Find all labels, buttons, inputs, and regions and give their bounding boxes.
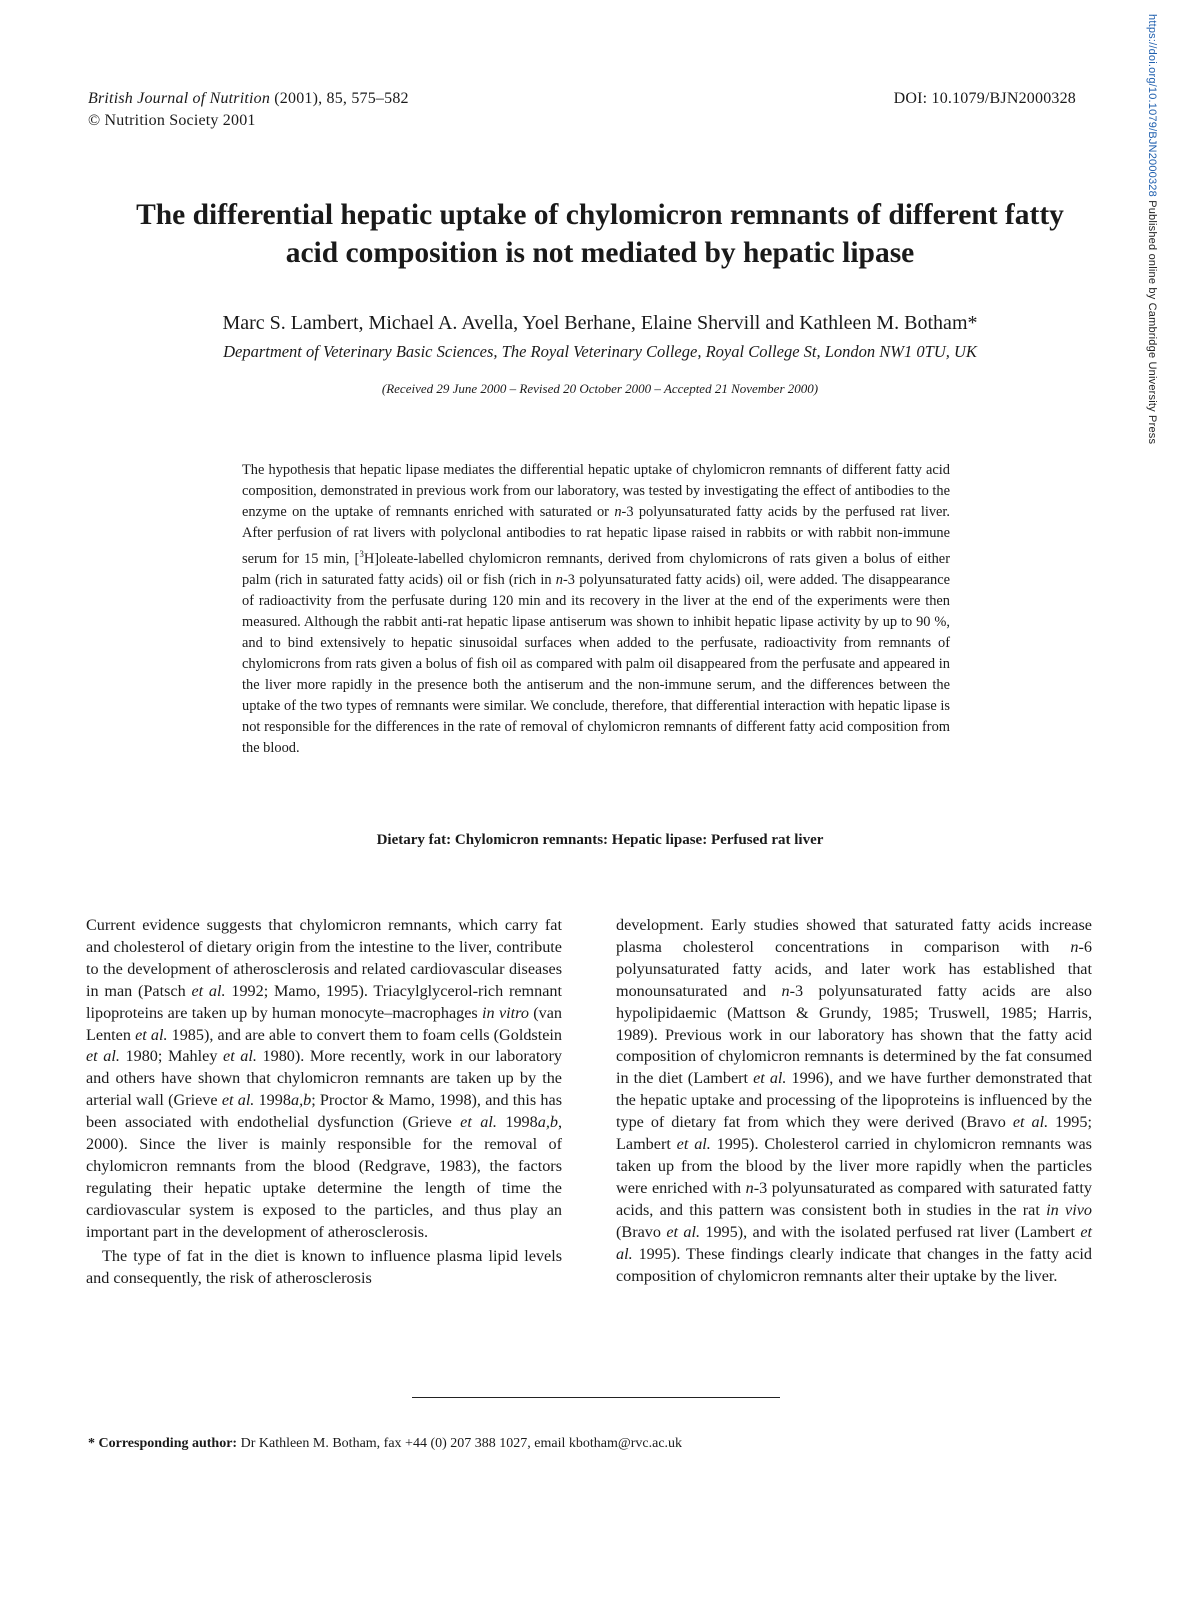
author-list: Marc S. Lambert, Michael A. Avella, Yoel Berhane, Elaine Shervill and Kathleen M. Botham* <box>222 312 978 334</box>
affiliation: Department of Veterinary Basic Sciences, The Royal Veterinary College, Royal College St, London NW1 0TU, UK <box>223 342 977 361</box>
body-paragraph: Current evidence suggests that chylomicron remnants, which carry fat and cholesterol of dietary origin from the intestine to the liver, contribute to the development of atherosclerosis and related cardiovascular diseases in man (Patsch et al. 1992; Mamo, 1995). Triacylglycerol-rich remnant lipoproteins are taken up by human monocyte–macrophages in vitro (van Lenten et al. 1985), and are able to convert them to foam cells (Goldstein et al. 1980; Mahley et al. 1980). More recently, work in our laboratory and others have shown that chylomicron remnants are taken up by the arterial wall (Grieve et al. 1998a,b; Proctor & Mamo, 1998), and this has been associated with endothelial dysfunction (Grieve et al. 1998a,b, 2000). Since the liver is mainly responsible for the removal of chylomicron remnants from the blood (Redgrave, 1983), the factors regulating their hepatic uptake determine the length of time the cardiovascular system is exposed to the particles, and thus play an important part in the development of atherosclerosis. <box>86 916 563 1241</box>
body-column-right <box>616 915 1092 1287</box>
body-paragraph: development. Early studies showed that saturated fatty acids increase plasma cholesterol concentrations in comparison with n-6 polyunsaturated fatty acids, and later work has established that monounsaturated and n-3 polyunsaturated fatty acids are also hypolipidaemic (Mattson & Grundy, 1985; Truswell, 1985; Harris, 1989). Previous work in our laboratory has shown that the fatty acid composition of chylomicron remnants is determined by the fat consumed in the diet (Lambert et al. 1996), and we have further demonstrated that the hepatic uptake and processing of the lipoproteins is influenced by the type of dietary fat from which they were derived (Bravo et al. 1995; Lambert et al. 1995). Cholesterol carried in chylomicron remnants was taken up from the blood by the liver more rapidly when the particles were enriched with n-3 polyunsaturated as compared with saturated fatty acids, and this pattern was consistent both in studies in the rat in vivo (Bravo et al. 1995), and with the isolated perfused rat liver (Lambert et al. 1995). These findings clearly indicate that changes in the fatty acid composition of chylomicron remnants alter their uptake by the liver. <box>616 916 1093 1285</box>
journal-citation: (2001), 85, 575–582 <box>274 90 409 107</box>
sidebar-doi-link[interactable]: https://doi.org/10.1079/BJN2000328 <box>1146 14 1158 197</box>
journal-name: British Journal of Nutrition <box>88 90 271 107</box>
body-paragraph: The type of fat in the diet is known to influence plasma lipid levels and consequently, the risk of atherosclerosis <box>86 1246 562 1287</box>
footnote-label: * Corresponding author: <box>88 1436 238 1451</box>
title-line-1: The differential hepatic uptake of chylomicron remnants of different fatty <box>136 199 1064 231</box>
abstract: The hypothesis that hepatic lipase mediates the differential hepatic uptake of chylomicron remnants of different fatty acid composition, demonstrated in previous work from our laboratory, was tested by investigating the effect of antibodies to the enzyme on the uptake of remnants enriched with saturated or n-3 polyunsaturated fatty acids by the perfused rat liver. After perfusion of rat livers with polyclonal antibodies to rat hepatic lipase raised in rabbits or with rabbit non-immune serum for 15 min, [$^3$H]oleate-labelled chylomicron remnants, derived from chylomicrons of rats given a bolus of either palm (rich in saturated fatty acids) oil or fish (rich in n-3 polyunsaturated fatty acids) oil, were added. The disappearance of radioactivity from the perfusate during 120 min and its recovery in the liver at the end of the experiments were then measured. Although the rabbit anti-rat hepatic lipase antiserum was shown to inhibit hepatic lipase activity by up to 90 %, and to bind extensively to hepatic sinusoidal surfaces when added to the perfusate, radioactivity from remnants of chylomicrons from rats given a bolus of fish oil as compared with palm oil disappeared from the perfusate and appeared in the liver more rapidly in the presence both the antiserum and the non-immune serum, and the differences between the uptake of the two types of remnants were similar. We conclude, therefore, that differential interaction with hepatic lipase is not responsible for the differences in the rate of removal of chylomicron remnants of different fatty acid composition from the blood. <box>242 462 951 756</box>
footnote-divider <box>412 1397 780 1398</box>
sidebar-published-text: Published online by Cambridge University Press <box>1146 200 1158 445</box>
title-line-2: acid composition is not mediated by hepatic lipase <box>285 237 915 269</box>
doi-label: DOI: 10.1079/BJN2000328 <box>893 90 1076 107</box>
keywords: Dietary fat: Chylomicron remnants: Hepatic lipase: Perfused rat liver <box>376 832 824 848</box>
article-title <box>60 196 1140 272</box>
journal-header <box>88 88 409 132</box>
corresponding-author-footnote <box>88 1434 1088 1454</box>
body-column-left <box>86 915 562 1289</box>
sidebar-doi <box>1141 0 1161 520</box>
received-dates: (Received 29 June 2000 – Revised 20 October 2000 – Accepted 21 November 2000) <box>381 381 819 396</box>
copyright-line: © Nutrition Society 2001 <box>88 112 256 129</box>
footnote-text: Dr Kathleen M. Botham, fax +44 (0) 207 388 1027, email kbotham@rvc.ac.uk <box>237 1436 683 1451</box>
